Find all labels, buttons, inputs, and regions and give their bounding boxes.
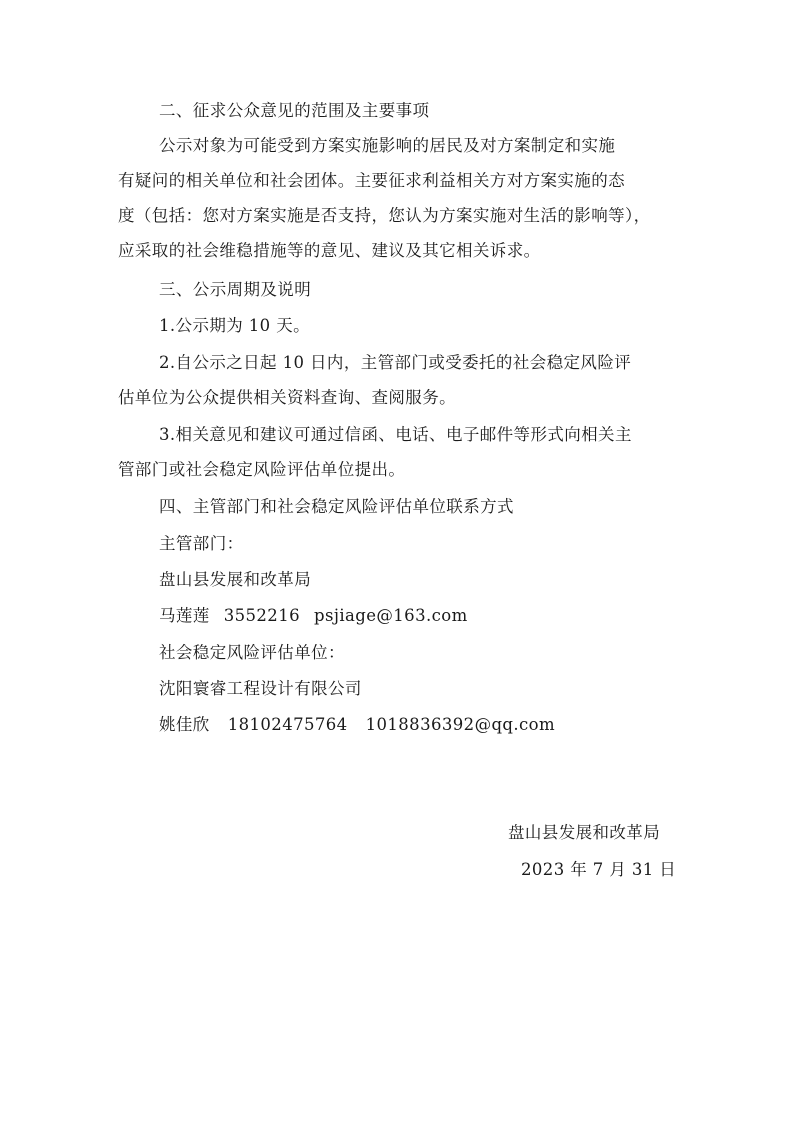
signature-date: 2023 年 7 月 31 日 <box>521 860 677 879</box>
feedback-item-line: 3.相关意见和建议可通过信函、电话、电子邮件等形式向相关主 <box>159 425 632 444</box>
section-2-paragraph-line: 应采取的社会维稳措施等的意见、建议及其它相关诉求。 <box>118 241 541 260</box>
section-4-heading: 四、主管部门和社会稳定风险评估单位联系方式 <box>159 497 514 516</box>
assessor-contact-name: 姚佳欣 <box>159 715 210 734</box>
dept-contact-phone: 3552216 <box>223 606 300 625</box>
signature-org: 盘山县发展和改革局 <box>508 823 661 842</box>
info-service-item-line: 2.自公示之日起 10 日内，主管部门或受委托的社会稳定风险评 <box>159 353 632 372</box>
feedback-item-line: 管部门或社会稳定风险评估单位提出。 <box>118 460 406 479</box>
info-service-item-line: 估单位为公众提供相关资料查询、查阅服务。 <box>118 388 456 407</box>
assessor-contact-email: 1018836392@qq.com <box>365 715 556 734</box>
assessor-contact-line <box>159 717 679 734</box>
section-2-heading: 二、征求公众意见的范围及主要事项 <box>159 101 430 120</box>
notice-period-item: 1.公示期为 10 天。 <box>159 316 311 335</box>
section-2-paragraph-line: 公示对象为可能受到方案实施影响的居民及对方案制定和实施 <box>159 136 616 155</box>
dept-contact-line <box>159 608 679 625</box>
assessor-contact-phone: 18102475764 <box>227 715 348 734</box>
dept-contact-name: 马莲莲 <box>159 606 210 625</box>
assessor-name: 沈阳寰睿工程设计有限公司 <box>159 679 362 698</box>
section-2-paragraph-line: 度（包括：您对方案实施是否支持，您认为方案实施对生活的影响等）， <box>118 206 651 225</box>
assessor-label: 社会稳定风险评估单位： <box>159 643 345 662</box>
section-3-heading: 三、公示周期及说明 <box>159 280 312 299</box>
section-2-paragraph-line: 有疑问的相关单位和社会团体。主要征求利益相关方对方案实施的态 <box>118 171 625 190</box>
dept-name: 盘山县发展和改革局 <box>159 570 312 589</box>
dept-label: 主管部门： <box>159 534 244 553</box>
dept-contact-email: psjiage@163.com <box>314 606 468 625</box>
